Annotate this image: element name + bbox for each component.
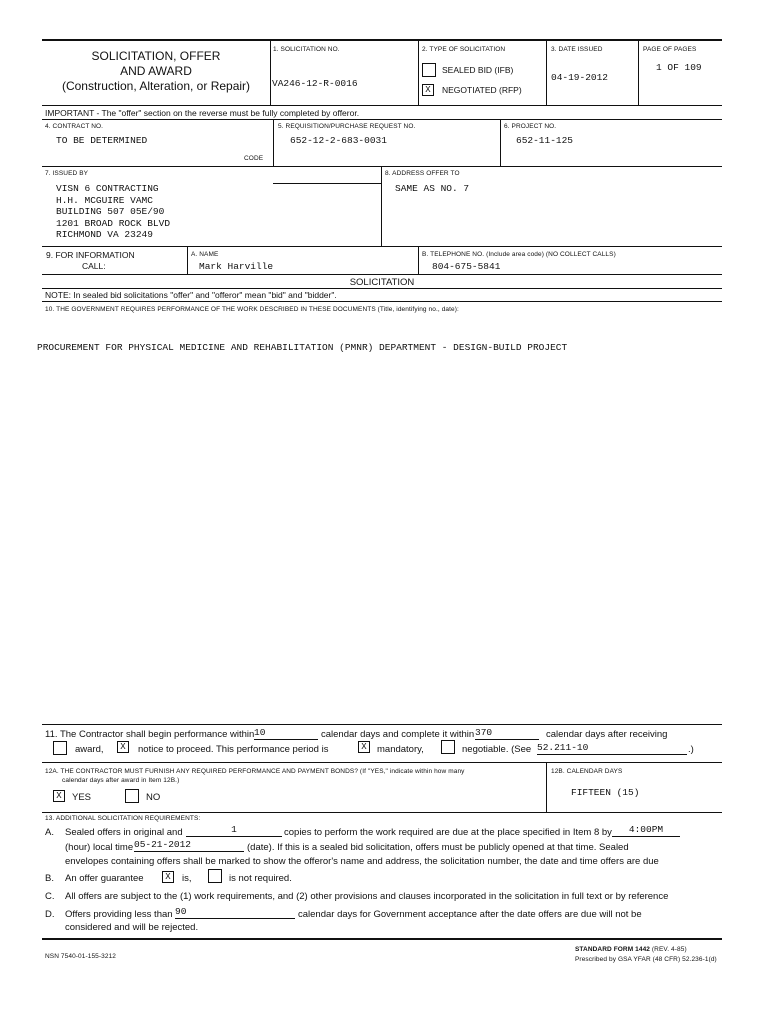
code-box-line — [273, 183, 381, 184]
requisition-no-label: 5. REQUISITION/PURCHASE REQUEST NO. — [278, 123, 416, 130]
item12a-label-2: calendar days after award in Item 12B.) — [62, 777, 180, 784]
type-of-solicitation-label: 2. TYPE OF SOLICITATION — [422, 46, 506, 53]
address-offer-label: 8. ADDRESS OFFER TO — [385, 170, 460, 177]
item13d-text2: calendar days for Government acceptance after the date offers are due will not be — [298, 909, 642, 920]
item13c-letter: C. — [45, 891, 55, 902]
item13a-letter: A. — [45, 827, 54, 838]
due-time[interactable]: 4:00PM — [612, 824, 680, 837]
nsn-number: NSN 7540-01-155-3212 — [45, 953, 117, 960]
line — [42, 812, 722, 813]
bonds-no-checkbox[interactable] — [125, 789, 139, 803]
page-of-pages: 1 OF 109 — [656, 62, 702, 73]
see-close: .) — [688, 744, 694, 755]
item13d-letter: D. — [45, 909, 55, 920]
issued-by-line: RICHMOND VA 23249 — [56, 229, 153, 240]
name-label: A. NAME — [191, 251, 219, 258]
top-border — [42, 39, 722, 41]
mandatory-label: mandatory, — [377, 744, 424, 755]
issued-by-line: 1201 BROAD ROCK BLVD — [56, 217, 171, 229]
page-of-pages-label: PAGE OF PAGES — [643, 46, 697, 53]
sealed-bid-label: SEALED BID (IFB) — [442, 65, 514, 75]
line — [42, 724, 722, 725]
code-label: CODE — [244, 155, 264, 162]
solicitation-note: NOTE: In sealed bid solicitations "offer" and "offeror" mean "bid" and "bidder". — [45, 290, 337, 300]
contract-no-label: 4. CONTRACT NO. — [45, 123, 104, 130]
item13b-letter: B. — [45, 873, 54, 884]
guarantee-is-label: is, — [182, 873, 192, 884]
bottom-border — [42, 938, 722, 940]
work-description: PROCUREMENT FOR PHYSICAL MEDICINE AND REHABILITATION (PMNR) DEPARTMENT - DESIGN-BUILD PROJECT — [37, 342, 568, 353]
phone-label: B. TELEPHONE NO. (Include area code) (NO COLLECT CALLS) — [422, 251, 616, 258]
contract-no: TO BE DETERMINED — [56, 135, 148, 146]
item11-text3: calendar days after receiving — [546, 729, 668, 740]
complete-days[interactable]: 370 — [475, 727, 539, 740]
due-date[interactable]: 05-21-2012 — [134, 839, 244, 852]
negotiable-label: negotiable. (See — [462, 744, 532, 755]
divider — [273, 119, 274, 166]
item13b-text: An offer guarantee — [65, 873, 144, 884]
guarantee-is-checkbox[interactable]: X — [162, 871, 174, 883]
item13d-text1: Offers providing less than — [65, 909, 173, 920]
begin-days[interactable]: 10 — [254, 727, 318, 740]
line — [42, 274, 722, 275]
issued-by-address — [56, 183, 170, 241]
divider — [638, 40, 639, 105]
divider — [381, 166, 382, 246]
notice-to-proceed-checkbox[interactable]: X — [117, 741, 129, 753]
divider — [270, 40, 271, 105]
solicitation-heading: SOLICITATION — [349, 277, 415, 288]
item13c-text: All offers are subject to the (1) work requirements, and (2) other provisions and clauses incorporated in the solicitation in full text or by reference — [65, 891, 669, 902]
copies-count[interactable]: 1 — [186, 824, 282, 837]
item13d-text3: considered and will be rejected. — [65, 922, 199, 933]
issued-by-line: H.H. MCGUIRE VAMC — [56, 194, 153, 206]
divider — [546, 40, 547, 105]
date-issued-label: 3. DATE ISSUED — [551, 46, 603, 53]
header-bottom-line — [42, 105, 722, 106]
form-name: STANDARD FORM 1442 — [575, 946, 650, 953]
form-revision: (REV. 4-85) — [651, 946, 687, 953]
item13a-text4: (date). If this is a sealed bid solicitation, offers must be publicly opened at that time. Sealed — [247, 842, 629, 853]
form-title-line3: (Construction, Alteration, or Repair) — [61, 79, 251, 93]
item13a-text2: copies to perform the work required are due at the place specified in Item 8 by — [284, 827, 612, 838]
info-label — [46, 250, 135, 272]
solicitation-no: VA246-12-R-0016 — [272, 78, 358, 89]
item11-text2: calendar days and complete it within — [321, 729, 475, 740]
line — [42, 246, 722, 247]
solicitation-no-label: 1. SOLICITATION NO. — [273, 46, 340, 53]
contact-name: Mark Harville — [199, 261, 274, 272]
mandatory-checkbox[interactable]: X — [358, 741, 370, 753]
divider — [187, 246, 188, 274]
divider — [418, 40, 419, 105]
info-label-line1: 9. FOR INFORMATION — [46, 250, 135, 260]
calendar-days: FIFTEEN (15) — [571, 787, 640, 798]
award-label: award, — [75, 744, 104, 755]
bonds-yes-checkbox[interactable]: X — [53, 790, 65, 802]
prescribed-by: Prescribed by GSA YFAR (48 CFR) 52.236-1(d) — [575, 956, 717, 963]
address-offer-value: SAME AS NO. 7 — [395, 183, 470, 194]
line — [42, 166, 722, 167]
line — [42, 301, 722, 302]
item13-label: 13. ADDITIONAL SOLICITATION REQUIREMENTS: — [45, 815, 201, 822]
bonds-yes-label: YES — [72, 792, 92, 803]
requisition-no: 652-12-2-683-0031 — [290, 135, 387, 146]
form-number — [575, 946, 687, 953]
line — [42, 288, 722, 289]
item12b-label: 12B. CALENDAR DAYS — [551, 768, 623, 775]
divider — [418, 246, 419, 274]
project-no: 652-11-125 — [516, 135, 574, 146]
project-no-label: 6. PROJECT NO. — [504, 123, 557, 130]
important-note: IMPORTANT - The "offer" section on the reverse must be fully completed by offeror. — [45, 108, 360, 118]
guarantee-not-checkbox[interactable] — [208, 869, 222, 883]
date-issued: 04-19-2012 — [551, 72, 609, 83]
negotiated-checkbox[interactable]: X — [422, 84, 434, 96]
info-label-line2: CALL: — [82, 261, 106, 271]
issued-by-label: 7. ISSUED BY — [45, 170, 89, 177]
item13a-text3: (hour) local time — [65, 842, 134, 853]
sealed-bid-checkbox[interactable] — [422, 63, 436, 77]
issued-by-line: BUILDING 507 05E/90 — [56, 206, 165, 217]
form-title-line2: AND AWARD — [120, 64, 192, 78]
negotiable-checkbox[interactable] — [441, 740, 455, 754]
form-title-line1: SOLICITATION, OFFER — [91, 49, 221, 63]
line — [42, 119, 722, 120]
line — [42, 762, 722, 763]
bonds-no-label: NO — [146, 792, 161, 803]
notice-label: notice to proceed. This performance period is — [138, 744, 329, 755]
form-title — [42, 49, 270, 94]
divider — [500, 119, 501, 166]
contact-phone: 804-675-5841 — [432, 261, 501, 272]
negotiated-label: NEGOTIATED (RFP) — [442, 85, 522, 95]
divider — [546, 762, 547, 812]
item13a-text1: Sealed offers in original and — [65, 827, 183, 838]
item11-text1: 11. The Contractor shall begin performance within — [45, 729, 255, 740]
guarantee-not-label: is not required. — [229, 873, 292, 884]
issued-by-line: VISN 6 CONTRACTING — [56, 183, 159, 194]
item12a-label: 12A. THE CONTRACTOR MUST FURNISH ANY REQUIRED PERFORMANCE AND PAYMENT BONDS? (If "YES," indicate within how many — [45, 768, 465, 775]
see-clause[interactable]: 52.211-10 — [537, 742, 687, 755]
acceptance-days[interactable]: 90 — [175, 906, 295, 919]
award-checkbox[interactable] — [53, 741, 67, 755]
item13a-text5: envelopes containing offers shall be marked to show the offeror's name and address, the solicitation number, the date and time offers are due — [65, 856, 659, 867]
item10-label: 10. THE GOVERNMENT REQUIRES PERFORMANCE OF THE WORK DESCRIBED IN THESE DOCUMENTS (Title, identifying no., date): — [45, 306, 459, 313]
